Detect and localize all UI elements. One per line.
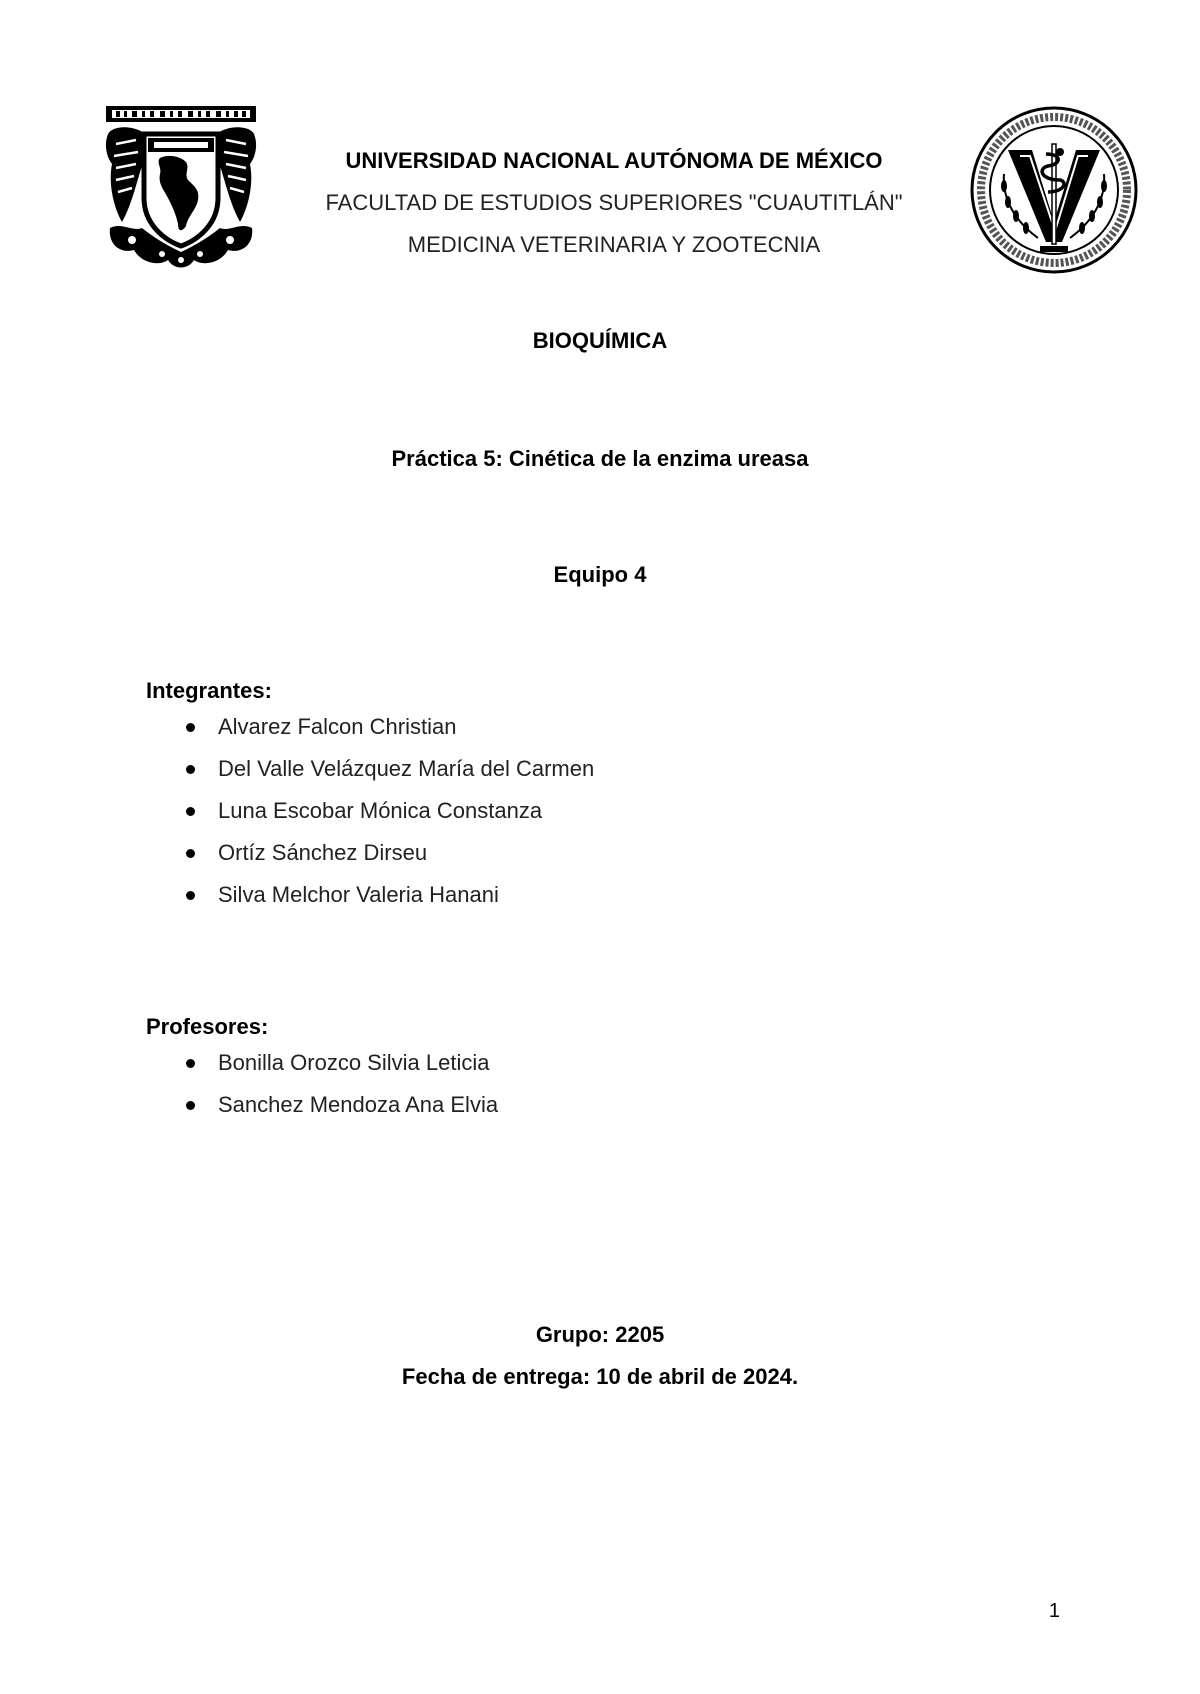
program-name: MEDICINA VETERINARIA Y ZOOTECNIA bbox=[407, 232, 821, 257]
list-item bbox=[146, 706, 594, 748]
institution-header bbox=[260, 140, 968, 266]
member-name: Luna Escobar Mónica Constanza bbox=[218, 798, 543, 823]
teachers-list bbox=[146, 1042, 498, 1126]
list-item bbox=[146, 790, 594, 832]
due-date: Fecha de entrega: 10 de abril de 2024. bbox=[401, 1364, 799, 1389]
member-name: Del Valle Velázquez María del Carmen bbox=[218, 756, 595, 781]
members-list bbox=[146, 706, 594, 916]
university-name: UNIVERSIDAD NACIONAL AUTÓNOMA DE MÉXICO bbox=[345, 148, 883, 173]
unam-seal-icon bbox=[102, 104, 260, 276]
bullet-icon bbox=[186, 849, 195, 858]
group-label: Grupo: 2205 bbox=[535, 1322, 665, 1347]
bullet-icon bbox=[186, 765, 195, 774]
bullet-icon bbox=[186, 723, 195, 732]
fes-cuautitlan-veterinary-seal-icon bbox=[968, 104, 1140, 276]
bullet-icon bbox=[186, 1059, 195, 1068]
member-name: Silva Melchor Valeria Hanani bbox=[218, 882, 499, 907]
page-number: 1 bbox=[1048, 1600, 1060, 1622]
list-item bbox=[146, 1042, 498, 1084]
bullet-icon bbox=[186, 891, 195, 900]
bullet-icon bbox=[186, 807, 195, 816]
team-label: Equipo 4 bbox=[553, 562, 647, 587]
teacher-name: Bonilla Orozco Silvia Leticia bbox=[218, 1050, 490, 1075]
member-name: Ortíz Sánchez Dirseu bbox=[218, 840, 428, 865]
list-item bbox=[146, 748, 594, 790]
bullet-icon bbox=[186, 1101, 195, 1110]
subject-title: BIOQUÍMICA bbox=[532, 328, 668, 353]
member-name: Alvarez Falcon Christian bbox=[218, 714, 457, 739]
list-item bbox=[146, 832, 594, 874]
teachers-heading: Profesores: bbox=[146, 1014, 269, 1039]
list-item bbox=[146, 1084, 498, 1126]
members-heading: Integrantes: bbox=[146, 678, 272, 703]
faculty-name: FACULTAD DE ESTUDIOS SUPERIORES "CUAUTITLÁN" bbox=[325, 190, 903, 215]
teacher-name: Sanchez Mendoza Ana Elvia bbox=[218, 1092, 499, 1117]
practice-title: Práctica 5: Cinética de la enzima ureasa bbox=[391, 446, 809, 471]
list-item bbox=[146, 874, 594, 916]
